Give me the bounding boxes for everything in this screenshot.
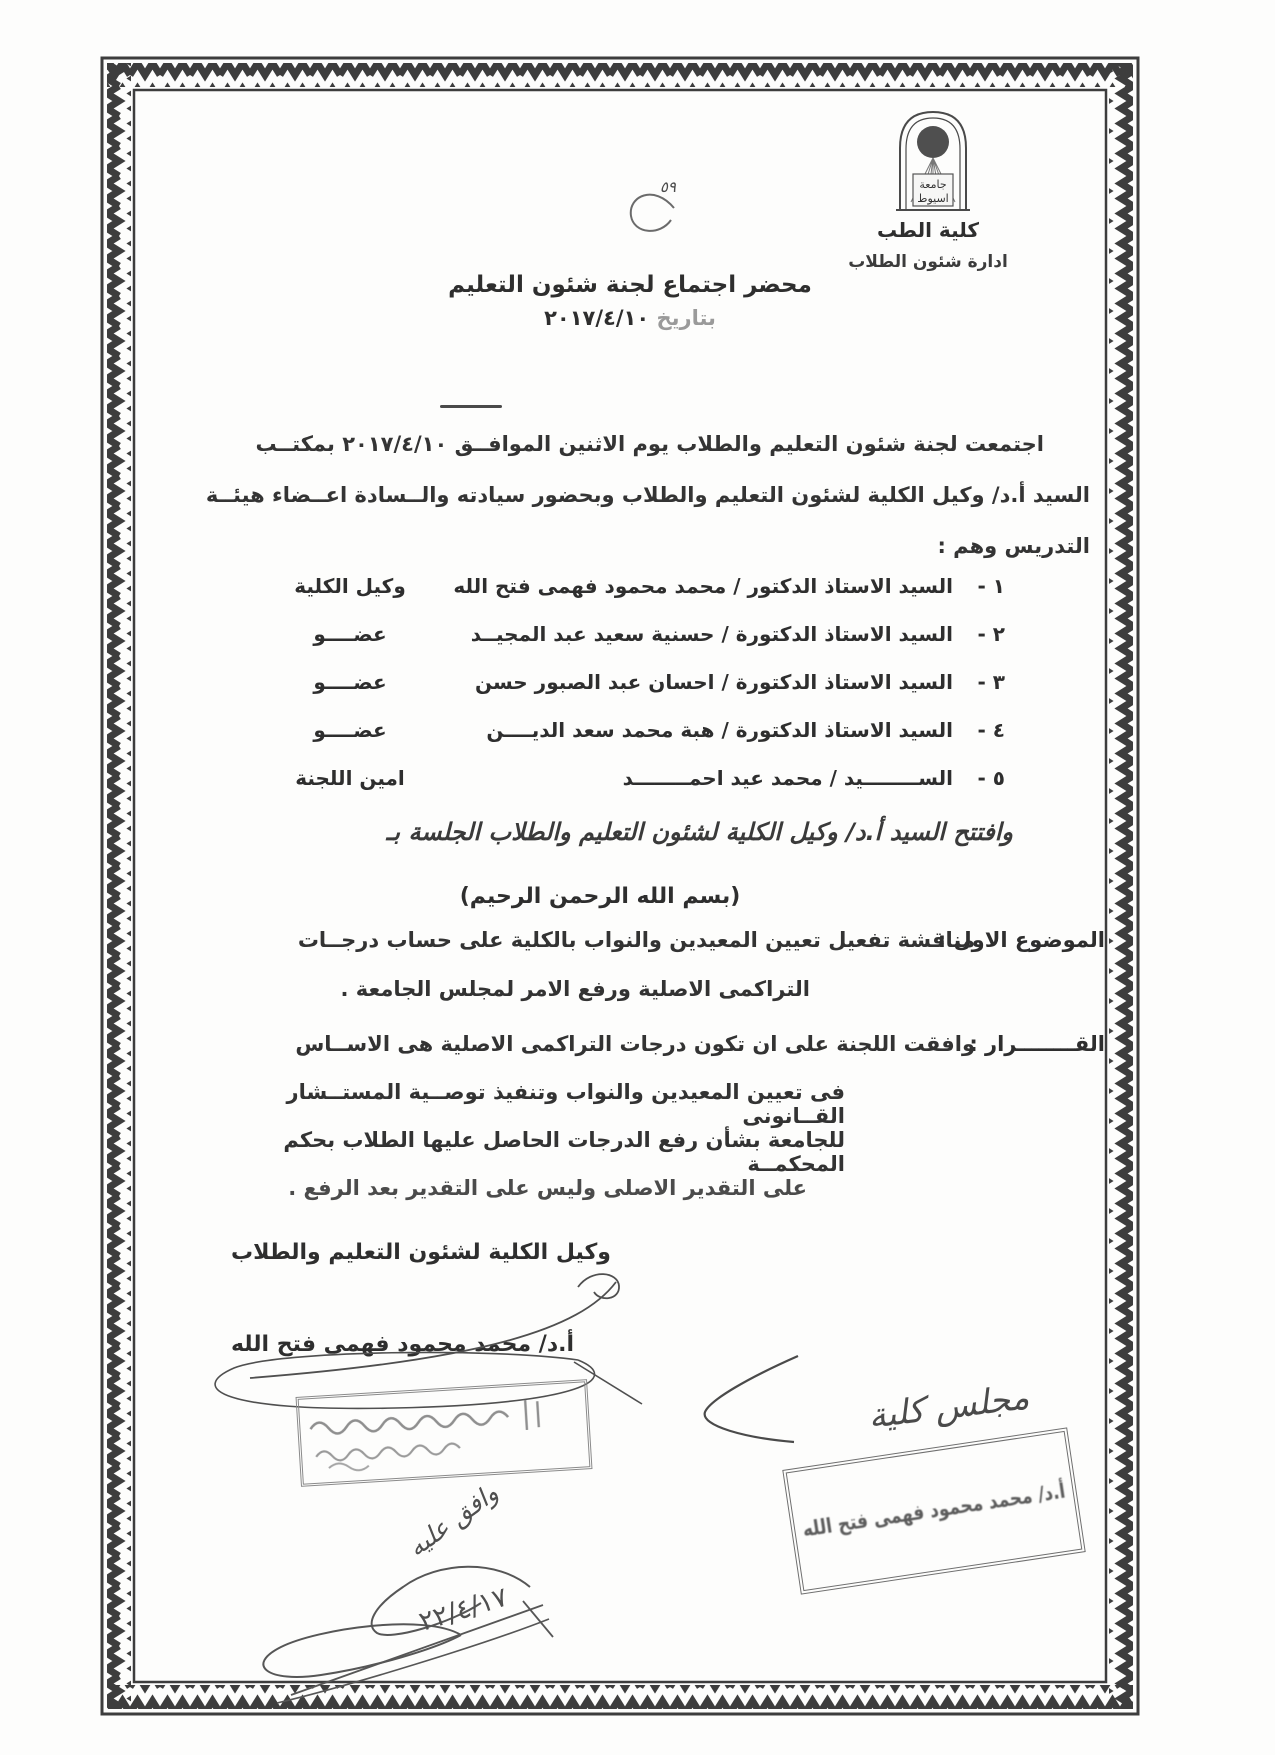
decision-line-3: للجامعة بشأن رفع الدرجات الحاصل عليها الطلاب بحكم المحكمــة [283,1128,845,1176]
member-number: ١ - [977,574,1005,598]
handwritten-mark-number: ٥٩ [659,178,676,196]
member-role: عضــــو [313,670,387,694]
logo-university-name-line1: جامعة [919,178,947,191]
council-note-swoosh [705,1356,798,1442]
document-title: محضر اجتماع لجنة شئون التعليم [448,272,812,298]
border-zigzag-right [1109,63,1133,1709]
faculty-name: كلية الطب [876,218,980,242]
member-role: عضــــو [313,622,387,646]
signature-title: وكيل الكلية لشئون التعليم والطلاب [231,1240,611,1265]
council-note-text: مجلس كلية [866,1377,1032,1437]
member-number: ٥ - [977,766,1005,790]
intro-line-1: اجتمعت لجنة شئون التعليم والطلاب يوم الاثنين الموافــق ٢٠١٧/٤/١٠ بمكتــب [255,432,1044,456]
signature-name: أ.د/ محمد محمود فهمى فتح الله [230,1332,575,1357]
name-stamp-text: أ.د/ محمد محمود فهمى فتح الله [801,1479,1067,1543]
member-row [235,574,1005,616]
member-name: السيد الاستاذ الدكتورة / احسان عبد الصبور حسن [474,670,953,694]
handwritten-mark [612,168,704,246]
intro-line-3: التدريس وهم : [937,534,1090,558]
education-office-stamp [296,1379,593,1487]
member-number: ٣ - [977,670,1005,694]
member-name: السيد الاستاذ الدكتورة / هبة محمد سعد الديــــن [486,718,953,742]
member-number: ٤ - [977,718,1005,742]
member-row [235,670,1005,712]
logo-sun-icon [917,126,949,158]
logo-university-name-line2: اسيوط [917,192,949,205]
member-row [235,622,1005,664]
member-role: امين اللجنة [295,766,405,790]
border-zigzag-top [107,63,1133,87]
basmala: (بسم الله الرحمن الرحيم) [459,884,741,909]
university-logo [888,102,978,214]
decision-line-1: وافقت اللجنة على ان تكون درجات التراكمى الاصلية هى الاســاس [295,1032,975,1056]
section-label-decision: القــــــــرار : [969,1032,1105,1056]
decision-line-4: على التقدير الاصلى وليس على التقدير بعد الرفع . [288,1176,807,1200]
decision-line-2: فى تعيين المعيدين والنواب وتنفيذ توصــية المستــشار القــانونى [286,1080,845,1128]
document-date [370,306,890,330]
date-prefix: بتاريخ [656,306,716,330]
approval-date: ٢٢/٤/١٧ [415,1581,512,1638]
member-row [235,766,1005,808]
title-block [370,272,890,330]
member-name: الســــــــيد / محمد عيد احمــــــــد [622,766,953,790]
date-value: ٢٠١٧/٤/١٠ [544,306,650,330]
member-number: ٢ - [977,622,1005,646]
department-name: ادارة شئون الطلاب [848,252,1008,272]
member-row [235,718,1005,760]
intro-line-2: السيد أ.د/ وكيل الكلية لشئون التعليم والطلاب وبحضور سيادته والــسادة اعــضاء هيئــة [205,483,1090,507]
member-role: عضــــو [313,718,387,742]
member-name: السيد الاستاذ الدكتورة / حسنية سعيد عبد المجيــد [470,622,953,646]
member-name: السيد الاستاذ الدكتور / محمد محمود فهمى فتح الله [453,574,953,598]
topic1-line-2: التراكمى الاصلية ورفع الامر لمجلس الجامعة . [340,977,810,1001]
member-role: وكيل الكلية [294,574,406,598]
section-label-topic1: الموضوع الاول : [937,928,1105,952]
border-zigzag-left [107,63,131,1709]
date-underline [440,405,502,408]
stamp-illegible-text [299,1382,590,1483]
session-opening-line: وافتتح السيد أ.د/ وكيل الكلية لشئون التعليم والطلاب الجلسة بـ [386,818,1013,846]
topic1-line-1: مناقشة تفعيل تعيين المعيدين والنواب بالكلية على حساب درجــات [297,928,975,952]
approval-note: وافق عليه [402,1477,504,1563]
